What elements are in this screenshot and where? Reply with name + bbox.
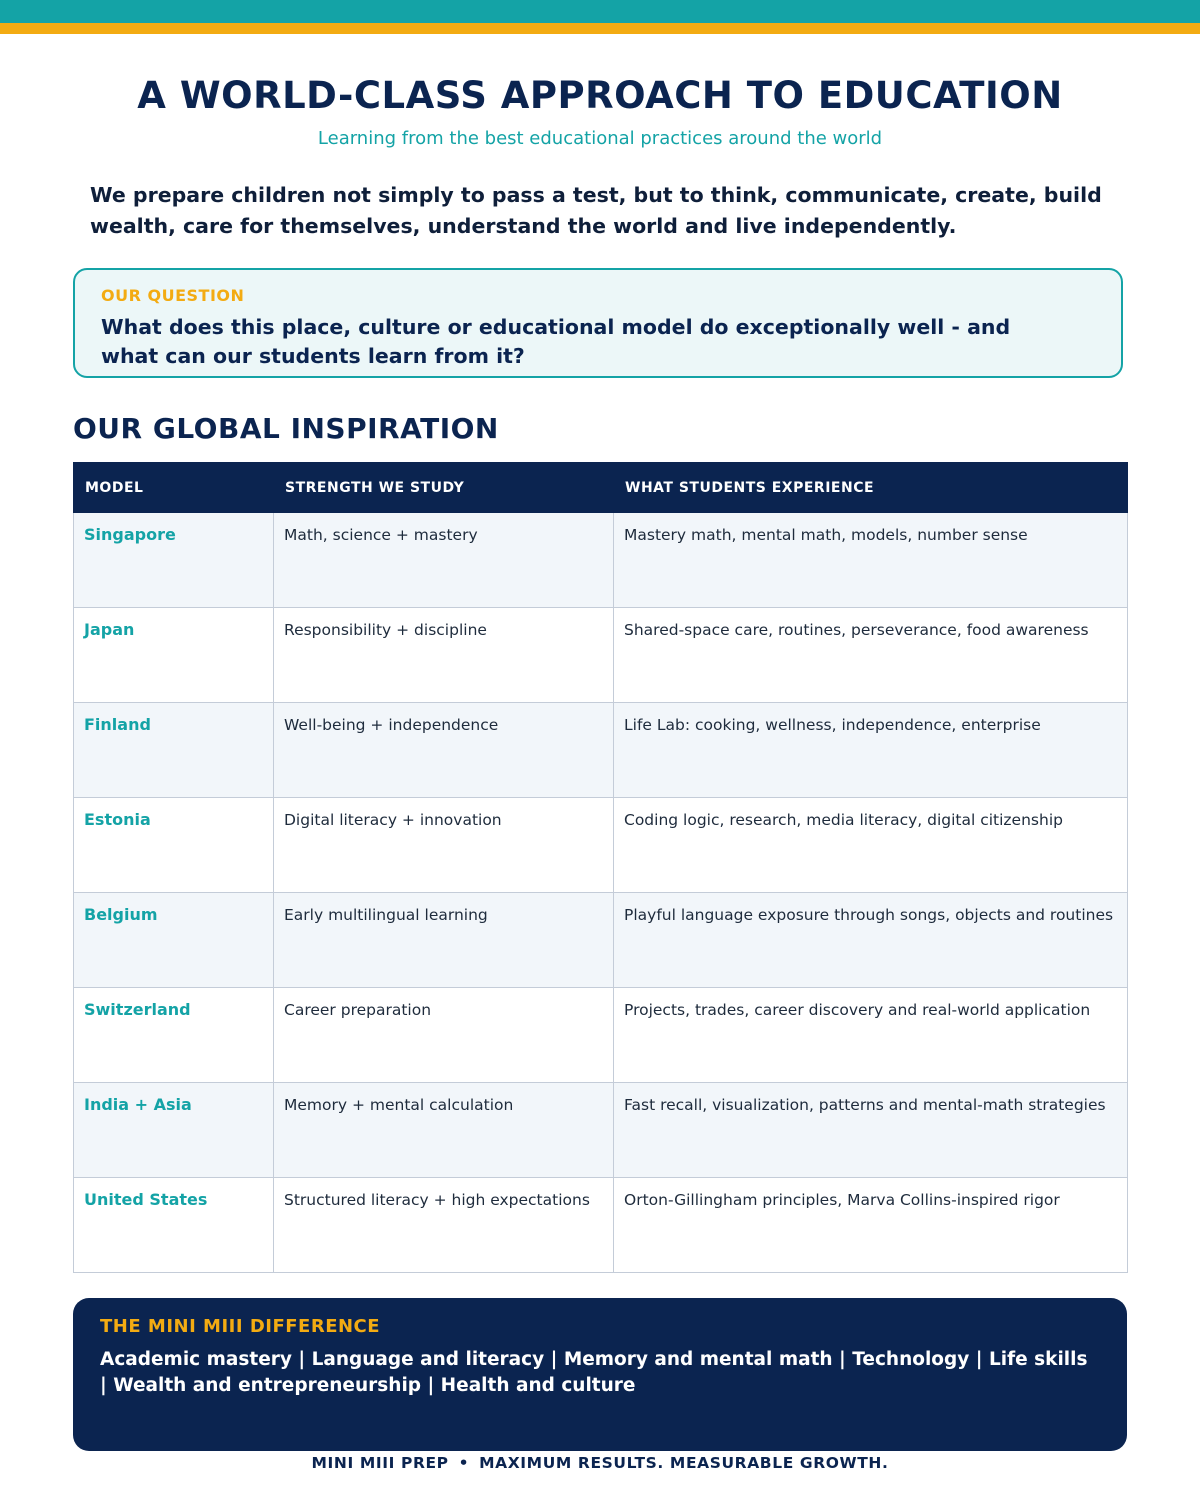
strength-cell: Math, science + mastery: [274, 513, 614, 608]
strength-cell: Career preparation: [274, 988, 614, 1083]
difference-text: Academic mastery | Language and literacy | Memory and mental math | Technology | Life skills | Wealth and entrepreneurship | Health and culture: [100, 1349, 1088, 1396]
question-callout: [73, 268, 1123, 378]
footer-brand: MINI MIII PREP: [311, 1454, 449, 1472]
table-row: [74, 1083, 1128, 1178]
strength-cell: Early multilingual learning: [274, 893, 614, 988]
strength-cell: Structured literacy + high expectations: [274, 1178, 614, 1273]
model-cell: United States: [74, 1178, 274, 1273]
section-title: OUR GLOBAL INSPIRATION: [73, 412, 499, 445]
column-header-experience: WHAT STUDENTS EXPERIENCE: [614, 463, 1128, 513]
experience-cell: Life Lab: cooking, wellness, independence, enterprise: [614, 703, 1128, 798]
top-gold-band: [0, 23, 1200, 34]
footer-tagline: MAXIMUM RESULTS. MEASURABLE GROWTH.: [479, 1454, 889, 1472]
model-cell: Switzerland: [74, 988, 274, 1083]
experience-cell: Projects, trades, career discovery and real-world application: [614, 988, 1128, 1083]
table-header-row: [74, 463, 1128, 513]
experience-cell: Coding logic, research, media literacy, digital citizenship: [614, 798, 1128, 893]
table-row: [74, 703, 1128, 798]
table-row: [74, 893, 1128, 988]
column-header-model: MODEL: [74, 463, 274, 513]
question-label: OUR QUESTION: [101, 286, 245, 305]
model-cell: Belgium: [74, 893, 274, 988]
table-row: [74, 798, 1128, 893]
top-teal-band: [0, 0, 1200, 23]
column-header-strength: STRENGTH WE STUDY: [274, 463, 614, 513]
experience-cell: Mastery math, mental math, models, number sense: [614, 513, 1128, 608]
table-row: [74, 988, 1128, 1083]
strength-cell: Digital literacy + innovation: [274, 798, 614, 893]
experience-cell: Orton-Gillingham principles, Marva Collins-inspired rigor: [614, 1178, 1128, 1273]
footer: [0, 1454, 1200, 1472]
model-cell: Finland: [74, 703, 274, 798]
difference-label: THE MINI MIII DIFFERENCE: [100, 1316, 381, 1337]
table-row: [74, 513, 1128, 608]
experience-cell: Fast recall, visualization, patterns and mental-math strategies: [614, 1083, 1128, 1178]
model-cell: Japan: [74, 608, 274, 703]
difference-panel: [73, 1298, 1127, 1451]
table-row: [74, 1178, 1128, 1273]
page-subtitle: Learning from the best educational practices around the world: [317, 128, 883, 149]
model-cell: Estonia: [74, 798, 274, 893]
intro-statement: We prepare children not simply to pass a test, but to think, communicate, create, build wealth, care for themselves, understand the world and live independently.: [90, 183, 1102, 238]
strength-cell: Responsibility + discipline: [274, 608, 614, 703]
footer-separator: •: [458, 1454, 470, 1472]
model-cell: India + Asia: [74, 1083, 274, 1178]
table-row: [74, 608, 1128, 703]
page-title: A WORLD-CLASS APPROACH TO EDUCATION: [137, 74, 1063, 117]
question-text: What does this place, culture or educational model do exceptionally well - and what can our students learn from it?: [101, 315, 1011, 368]
model-cell: Singapore: [74, 513, 274, 608]
strength-cell: Well-being + independence: [274, 703, 614, 798]
experience-cell: Shared-space care, routines, perseverance, food awareness: [614, 608, 1128, 703]
experience-cell: Playful language exposure through songs, objects and routines: [614, 893, 1128, 988]
inspiration-table: [73, 462, 1128, 1273]
strength-cell: Memory + mental calculation: [274, 1083, 614, 1178]
